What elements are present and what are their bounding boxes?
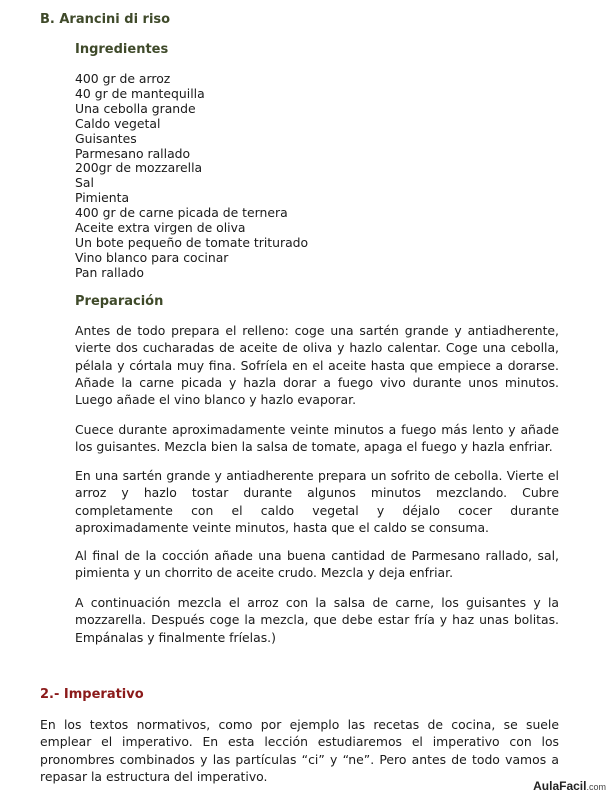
- list-item: 40 gr de mantequilla: [75, 85, 205, 101]
- recipe-title: B. Arancini di riso: [40, 12, 171, 27]
- watermark-logo: [533, 779, 606, 793]
- preparation-paragraph: Cuece durante aproximadamente veinte minutos a fuego más lento y añade los guisantes. Mezcla bien la salsa de tomate, apaga el fuego y hazla enfriar.: [75, 422, 559, 455]
- preparation-paragraph: A continuación mezcla el arroz con la salsa de carne, los guisantes y la mozzarella. Después coge la mezcla, que debe estar fría y haz unas bolitas. Empánalas y finalmente fríelas.): [75, 595, 559, 645]
- watermark-brand: AulaFacil: [533, 779, 587, 793]
- ingredients-heading: Ingredientes: [75, 42, 169, 57]
- ingredients-list: [75, 72, 375, 281]
- list-item: Un bote pequeño de tomate triturado: [75, 234, 309, 250]
- preparation-paragraph: Antes de todo prepara el relleno: coge una sartén grande y antiadherente, vierte dos cucharadas de aceite de oliva y hazlo calentar. Coge una cebolla, pélala y córtala muy fina. Sofríela en el aceite hasta que empiece a dorarse. Añade la carne picada y hazla dorar a fuego vivo durante unos minutos. Luego añade el vino blanco y hazlo evaporar.: [75, 323, 559, 408]
- section-heading: 2.- Imperativo: [40, 687, 144, 702]
- watermark-suffix: .com: [586, 782, 606, 792]
- preparation-heading: Preparación: [75, 294, 164, 309]
- list-item: 400 gr de carne picada de ternera: [75, 205, 288, 221]
- list-item: 200gr de mozzarella: [75, 160, 203, 176]
- list-item: Una cebolla grande: [75, 100, 196, 116]
- list-item: Vino blanco para cocinar: [75, 249, 229, 265]
- list-item: Sal: [75, 175, 94, 191]
- list-item: Aceite extra virgen de oliva: [75, 220, 246, 236]
- section-intro: En los textos normativos, como por ejemplo las recetas de cocina, se suele emplear el imperativo. En esta lección estudiaremos el imperativo con los pronombres combinados y las partículas “ci” y “ne”. Pero antes de todo vamos a repasar la estructura del imperativo.: [40, 717, 559, 784]
- preparation-paragraph: Al final de la cocción añade una buena cantidad de Parmesano rallado, sal, pimienta y un chorrito de aceite crudo. Mezcla y deja enfriar.: [75, 548, 559, 581]
- list-item: Pan rallado: [75, 264, 144, 280]
- list-item: Pimienta: [75, 190, 130, 206]
- preparation-paragraph: En una sartén grande y antiadherente prepara un sofrito de cebolla. Vierte el arroz y hazlo tostar durante algunos minutos mezclando. Cubre completamente con el caldo vegetal y déjalo cocer durante aproximadamente veinte minutos, hasta que el caldo se consuma.: [75, 468, 559, 535]
- list-item: Guisantes: [75, 130, 137, 146]
- list-item: 400 gr de arroz: [75, 71, 171, 86]
- list-item: Parmesano rallado: [75, 145, 191, 161]
- list-item: Caldo vegetal: [75, 115, 161, 131]
